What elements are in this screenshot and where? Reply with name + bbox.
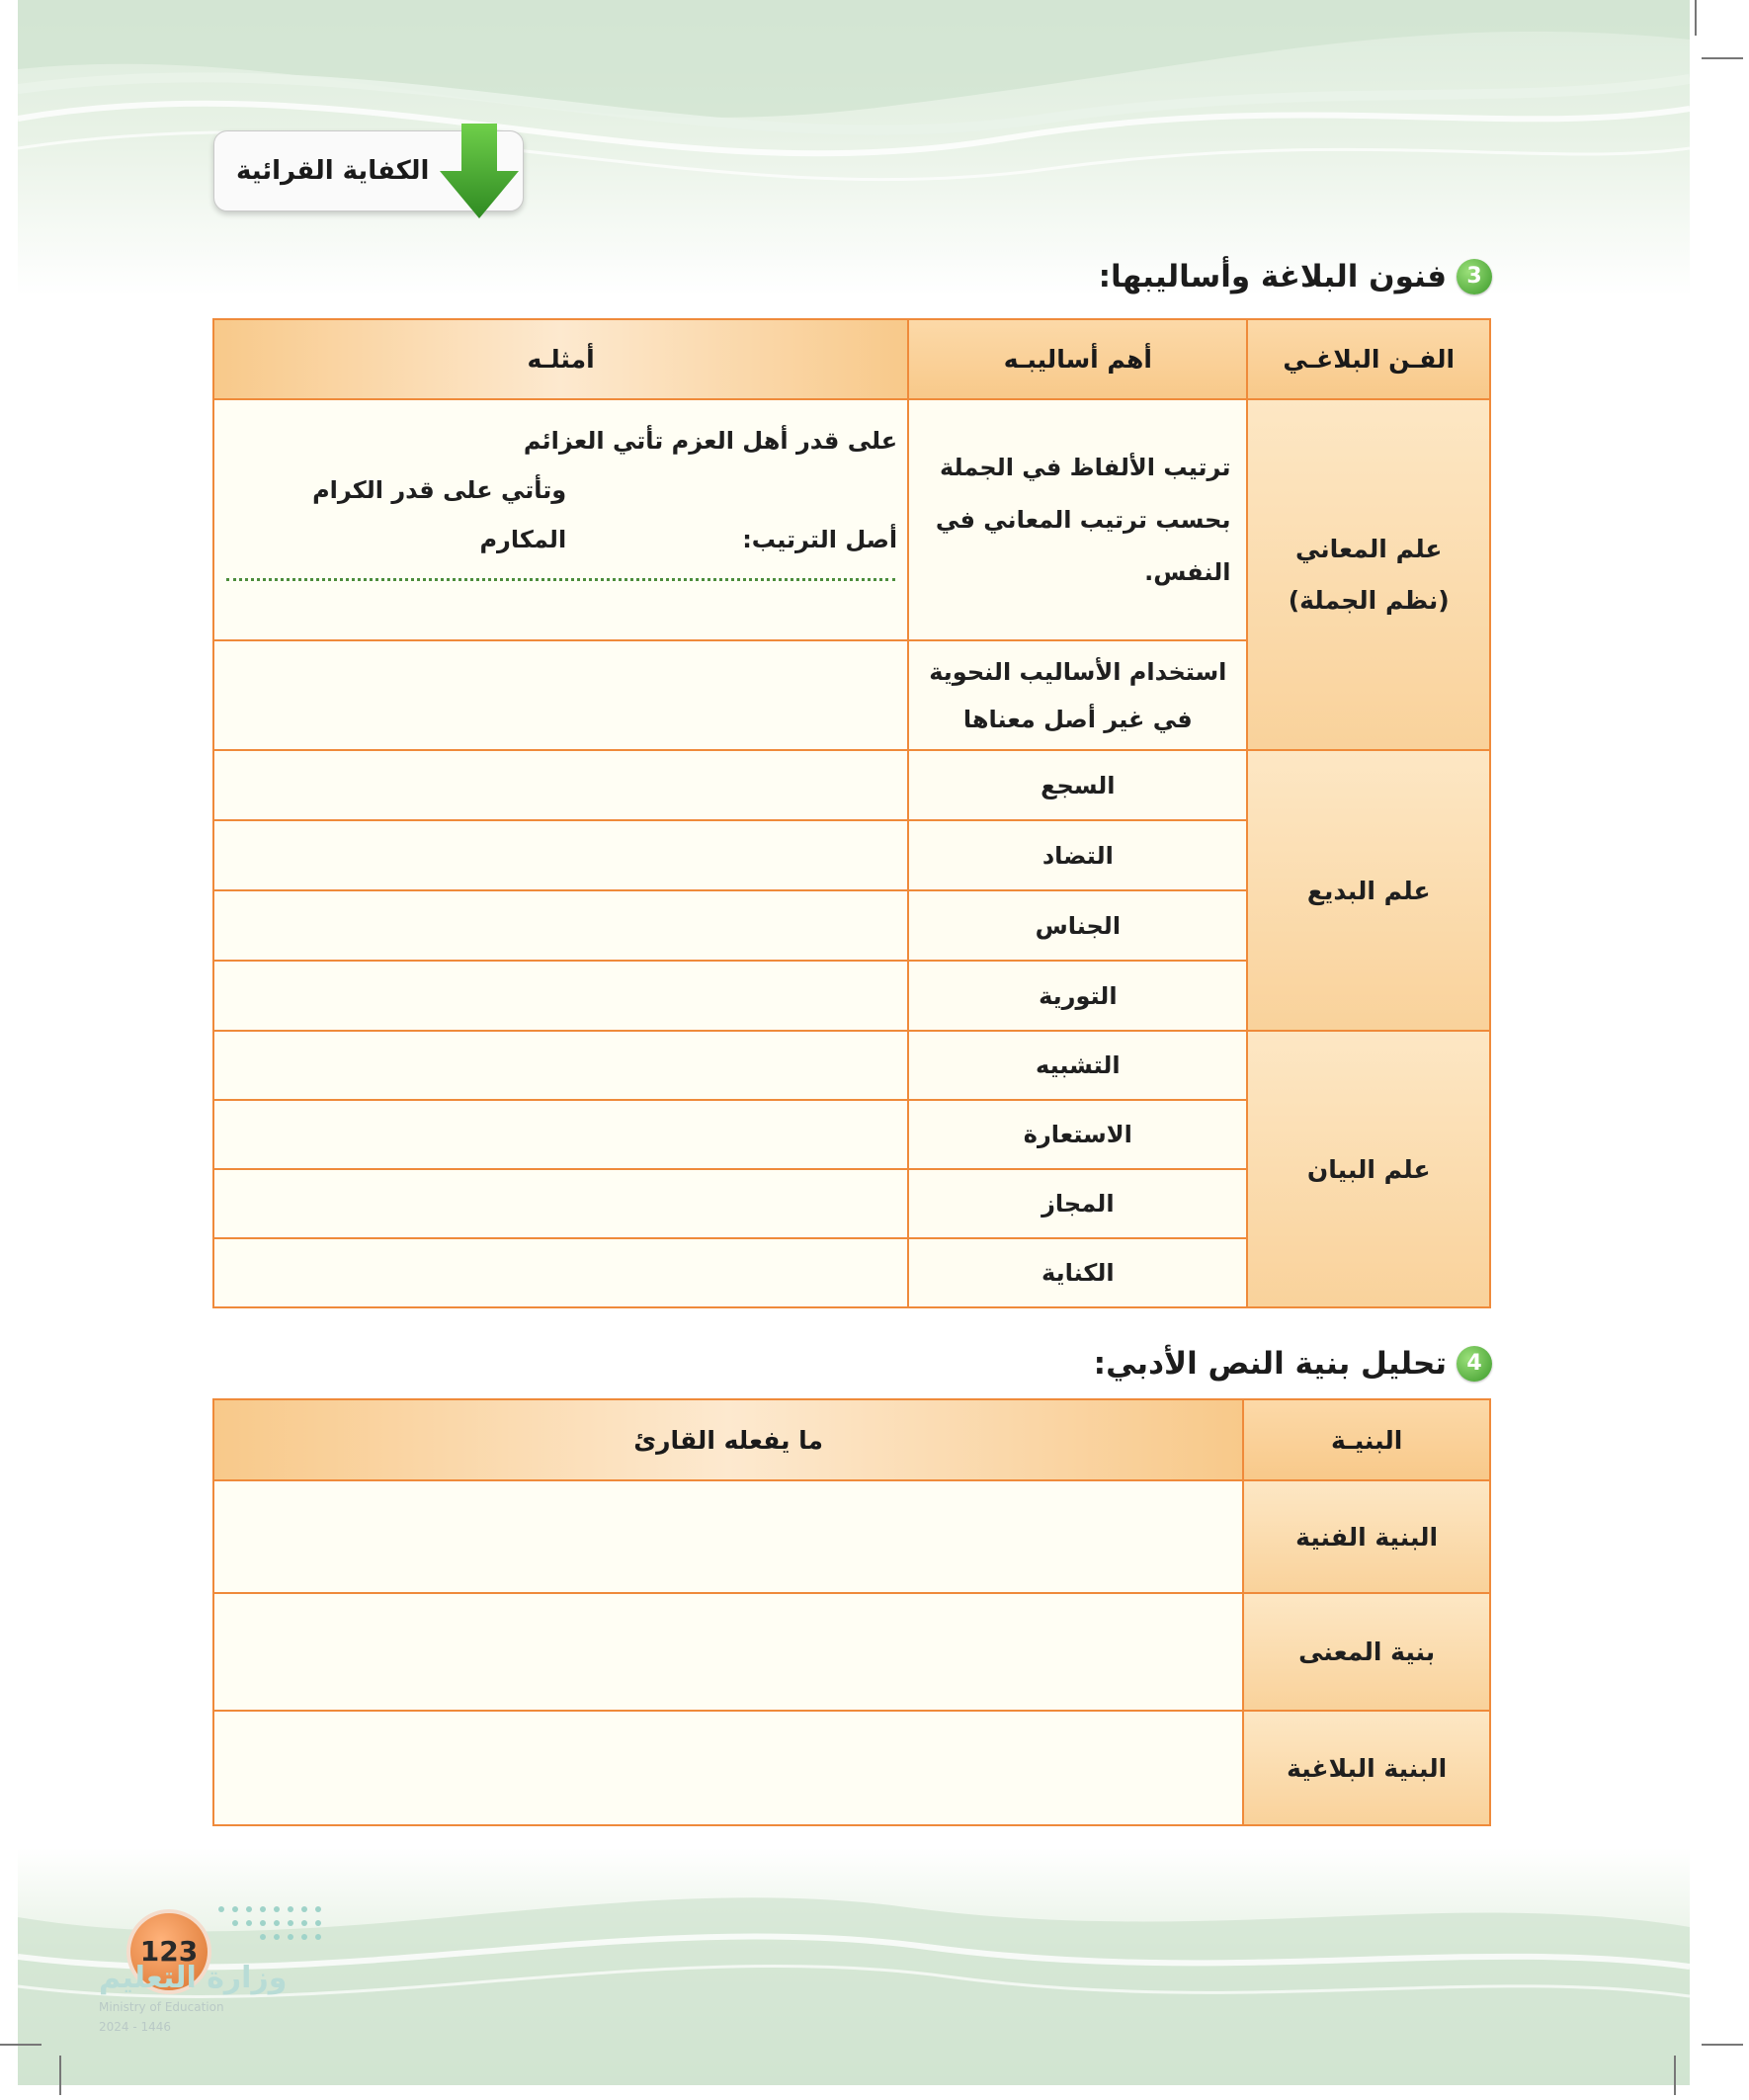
col-header-examples: أمثلـه bbox=[213, 319, 908, 399]
rhetoric-arts-table bbox=[212, 318, 1491, 1308]
section-4-title: تحليل بنية النص الأدبي: bbox=[1093, 1346, 1447, 1382]
ministry-name-english: Ministry of Education bbox=[99, 2000, 224, 2014]
art-cell-maani bbox=[1247, 399, 1490, 750]
text-structure-table bbox=[212, 1398, 1491, 1826]
example-cell bbox=[213, 1169, 908, 1238]
method-word-order: ترتيب الألفاظ في الجملة بحسب ترتيب المعاني في النفس. bbox=[935, 453, 1231, 586]
method-tashbih: التشبيه bbox=[908, 1031, 1247, 1100]
table-row bbox=[213, 399, 1490, 640]
table-row bbox=[213, 1593, 1490, 1711]
section-header-pill bbox=[213, 130, 524, 211]
section-3-title: فنون البلاغة وأساليبها: bbox=[1098, 259, 1447, 294]
example-original-order-label: أصل الترتيب: bbox=[742, 526, 898, 553]
section-3-heading bbox=[1099, 255, 1492, 298]
section-4-number-badge: 4 bbox=[1457, 1346, 1492, 1382]
table-row bbox=[213, 750, 1490, 820]
example-cell bbox=[213, 1100, 908, 1169]
method-majaz: المجاز bbox=[908, 1169, 1247, 1238]
crop-mark bbox=[1702, 57, 1743, 59]
table-row bbox=[213, 1031, 1490, 1100]
structure-rhetorical: البنية البلاغية bbox=[1243, 1711, 1490, 1825]
edition-year: 2024 - 1446 bbox=[99, 2020, 172, 2034]
section-4-heading bbox=[1094, 1342, 1492, 1386]
example-verse-line1: على قدر أهل العزم تأتي العزائم bbox=[523, 427, 898, 455]
example-cell bbox=[213, 890, 908, 961]
example-cell bbox=[213, 820, 908, 890]
table-row bbox=[213, 1711, 1490, 1825]
col-header-art: الفـن البلاغـي bbox=[1247, 319, 1490, 399]
table-header-row bbox=[213, 319, 1490, 399]
example-cell bbox=[213, 750, 908, 820]
crop-mark bbox=[1674, 2056, 1676, 2095]
ministry-logo-dots-icon bbox=[211, 1899, 326, 1959]
method-saja: السجع bbox=[908, 750, 1247, 820]
col-header-structure: البنيـة bbox=[1243, 1399, 1490, 1480]
art-cell-bayan: علم البيان bbox=[1247, 1031, 1490, 1307]
example-cell bbox=[213, 399, 908, 640]
method-tawriya: التورية bbox=[908, 961, 1247, 1031]
down-arrow-icon bbox=[438, 124, 521, 222]
example-verse-line2: وتأتي على قدر الكرام المكارم bbox=[312, 476, 567, 553]
art-maani-line2: (نظم الجملة) bbox=[1288, 585, 1450, 615]
col-header-reader-action: ما يفعله القارئ bbox=[213, 1399, 1243, 1480]
reader-action-cell bbox=[213, 1480, 1243, 1593]
method-tadad: التضاد bbox=[908, 820, 1247, 890]
header-label: الكفاية القرائية bbox=[236, 156, 430, 186]
structure-meaning: بنية المعنى bbox=[1243, 1593, 1490, 1711]
col-header-methods: أهم أساليبـه bbox=[908, 319, 1247, 399]
method-jinas: الجناس bbox=[908, 890, 1247, 961]
ministry-name-arabic: وزارة التعليم bbox=[99, 1961, 288, 1995]
crop-mark bbox=[59, 2056, 61, 2095]
method-kinaya: الكناية bbox=[908, 1238, 1247, 1307]
section-3-number-badge: 3 bbox=[1457, 259, 1492, 294]
table-row bbox=[213, 1480, 1490, 1593]
method-cell bbox=[908, 399, 1247, 640]
example-cell bbox=[213, 1031, 908, 1100]
art-cell-badee: علم البديع bbox=[1247, 750, 1490, 1031]
method-istiara: الاستعارة bbox=[908, 1100, 1247, 1169]
example-cell bbox=[213, 640, 908, 750]
crop-mark bbox=[1702, 2044, 1743, 2046]
structure-artistic: البنية الفنية bbox=[1243, 1480, 1490, 1593]
example-cell bbox=[213, 1238, 908, 1307]
reader-action-cell bbox=[213, 1593, 1243, 1711]
table-header-row bbox=[213, 1399, 1490, 1480]
method-grammar-styles: استخدام الأساليب النحوية في غير أصل معناها bbox=[929, 657, 1227, 733]
crop-mark bbox=[0, 2044, 42, 2046]
example-cell bbox=[213, 961, 908, 1031]
method-cell bbox=[908, 640, 1247, 750]
reader-action-cell bbox=[213, 1711, 1243, 1825]
page-number-badge: 123 bbox=[126, 1909, 211, 1994]
answer-dotted-line bbox=[226, 578, 895, 581]
crop-mark bbox=[1695, 0, 1697, 36]
art-maani-line1: علم المعاني bbox=[1294, 534, 1443, 563]
